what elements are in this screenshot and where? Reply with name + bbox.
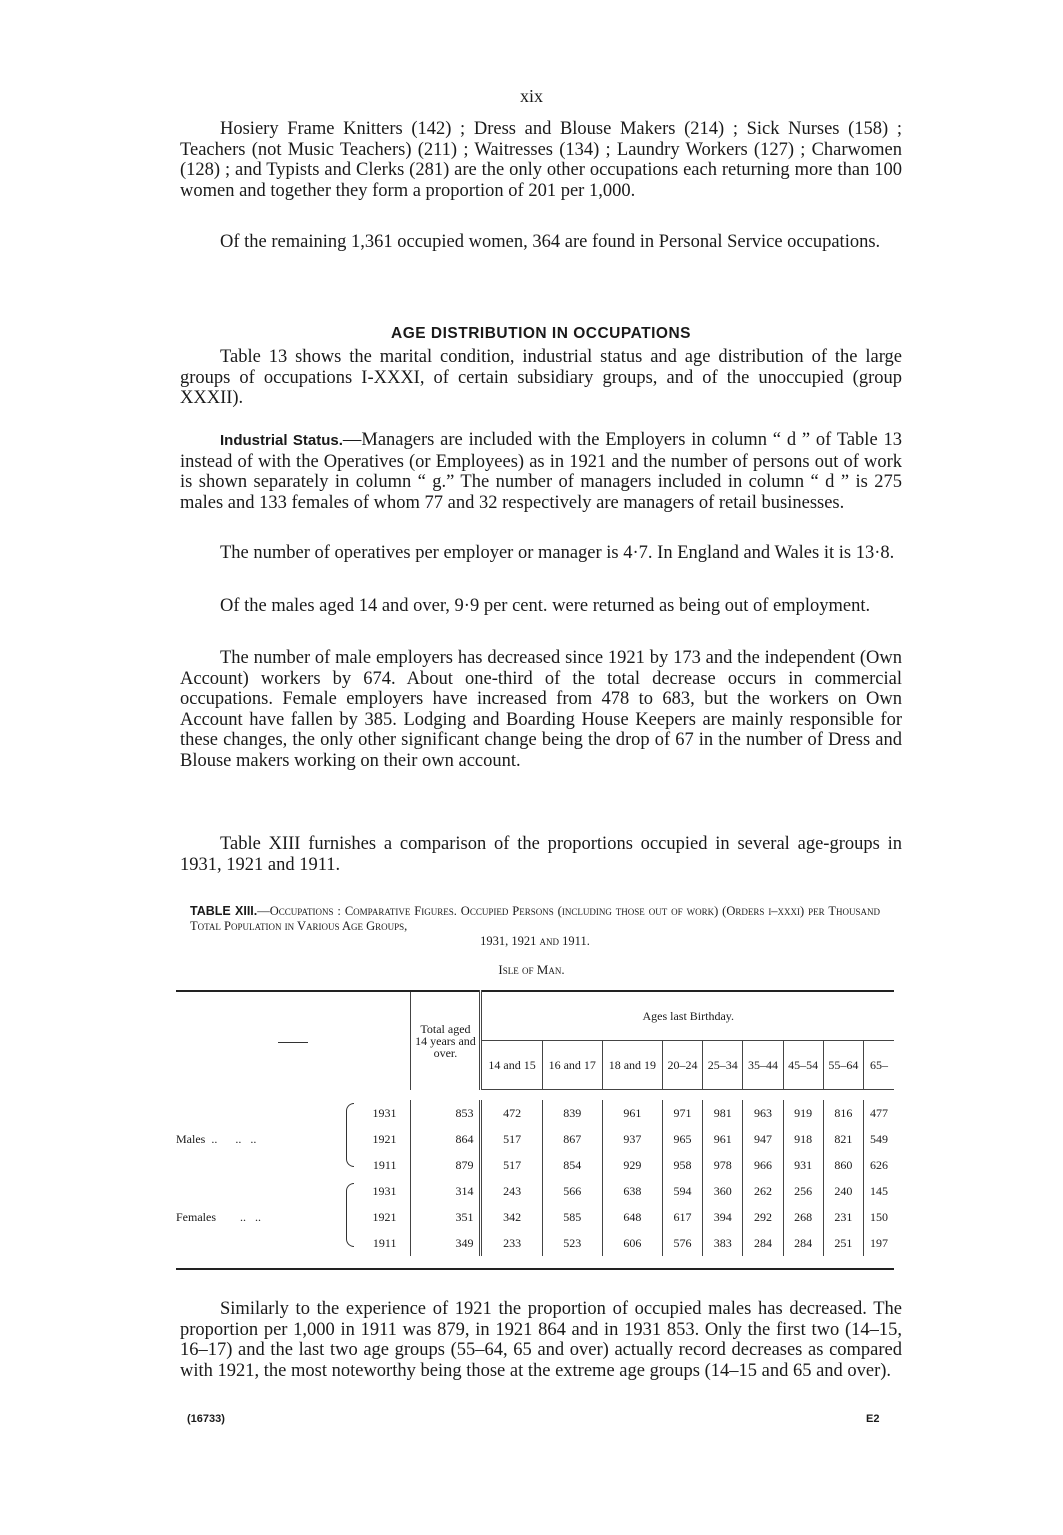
age-cell: 918 (783, 1126, 823, 1152)
age-cell: 292 (743, 1204, 783, 1230)
paragraph-table13: Table 13 shows the marital condition, industrial status and age distribution of the large groups of occupations I-XXXI, of certain subsidiary groups, and of the unoccupied (group XXXII). (180, 347, 902, 408)
age-col-header: 20–24 (662, 1041, 702, 1090)
year-cell: 1921 (372, 1210, 397, 1224)
stub-header-dash (278, 1042, 308, 1043)
age-cell: 839 (542, 1100, 602, 1126)
age-col-header: 16 and 17 (542, 1041, 602, 1090)
group-label-text: Females (176, 1210, 216, 1224)
runin-heading: Industrial Status. (220, 432, 343, 449)
paragraph-industrial-status (180, 430, 902, 513)
total-cell: 864 (411, 1126, 481, 1152)
total-cell: 853 (411, 1100, 481, 1126)
age-cell: 383 (703, 1230, 743, 1256)
age-col-header: 14 and 15 (481, 1041, 542, 1090)
footer-code: (16733) (187, 1413, 225, 1425)
age-cell: 937 (602, 1126, 662, 1152)
age-cell: 594 (662, 1178, 702, 1204)
paragraph-remaining-women: Of the remaining 1,361 occupied women, 364 are found in Personal Service occupations. (220, 232, 881, 252)
stub-header (176, 991, 411, 1090)
footer-signature: E2 (866, 1413, 880, 1425)
age-cell: 963 (743, 1100, 783, 1126)
age-cell: 638 (602, 1178, 662, 1204)
year-cell: 1911 (372, 1236, 397, 1250)
total-header: Total aged 14 years and over. (411, 991, 481, 1090)
paragraph-operatives: The number of operatives per employer or manager is 4·7. In England and Wales it is 13·8. (220, 543, 895, 563)
table-subcaption: Isle of Man. (498, 962, 565, 977)
age-cell: 477 (863, 1100, 894, 1126)
total-cell: 351 (411, 1204, 481, 1230)
paragraph-out-of-employment: Of the males aged 14 and over, 9·9 per cent. were returned as being out of employment. (220, 596, 871, 616)
age-cell: 256 (783, 1178, 823, 1204)
group-label-text: Males (176, 1132, 206, 1146)
age-cell: 648 (602, 1204, 662, 1230)
age-col-header: 65– (863, 1041, 894, 1090)
age-col-header: 45–54 (783, 1041, 823, 1090)
age-cell: 197 (863, 1230, 894, 1256)
table-caption-years: 1931, 1921 and 1911. (480, 934, 590, 948)
females-brace (346, 1183, 354, 1247)
age-cell: 860 (823, 1152, 863, 1178)
age-col-header: 35–44 (743, 1041, 783, 1090)
age-col-header: 18 and 19 (602, 1041, 662, 1090)
age-cell: 626 (863, 1152, 894, 1178)
section-heading: AGE DISTRIBUTION IN OCCUPATIONS (391, 325, 691, 342)
age-col-header: 55–64 (823, 1041, 863, 1090)
age-cell: 394 (703, 1204, 743, 1230)
age-cell: 566 (542, 1178, 602, 1204)
age-cell: 966 (743, 1152, 783, 1178)
spacer-row (176, 1090, 894, 1101)
total-cell: 879 (411, 1152, 481, 1178)
page-number: xix (519, 86, 543, 106)
total-cell: 314 (411, 1178, 481, 1204)
age-cell: 816 (823, 1100, 863, 1126)
age-cell: 919 (783, 1100, 823, 1126)
age-cell: 606 (602, 1230, 662, 1256)
age-cell: 284 (783, 1230, 823, 1256)
age-cell: 284 (743, 1230, 783, 1256)
age-cell: 931 (783, 1152, 823, 1178)
age-cell: 231 (823, 1204, 863, 1230)
paragraph-occupations-women: Hosiery Frame Knitters (142) ; Dress and Blouse Makers (214) ; Sick Nurses (158) ; Teachers (not Music Teachers) (211) ; Waitresses (134) ; Laundry Workers (127) ; Charwomen (128) ; and Typists and Clerks (281) are the only other occupations each returning more than 100 women and together they form a proportion of 201 per 1,000. (180, 119, 902, 201)
age-cell: 576 (662, 1230, 702, 1256)
age-cell: 240 (823, 1178, 863, 1204)
age-cell: 145 (863, 1178, 894, 1204)
age-cell: 821 (823, 1126, 863, 1152)
age-cell: 472 (481, 1100, 542, 1126)
table-caption (190, 904, 880, 949)
table-caption-text: —Occupations : Comparative Figures. Occupied Persons (including those out of work) (Orders i–xxxi) per Thousand Total Population in Various Age Groups, (190, 904, 881, 933)
year-cell: 1911 (372, 1158, 397, 1172)
year-cell: 1931 (372, 1184, 397, 1198)
age-cell: 243 (481, 1178, 542, 1204)
age-col-header: 25–34 (703, 1041, 743, 1090)
paragraph-employers: The number of male employers has decreased since 1921 by 173 and the independent (Own Account) workers by 674. About one-third of the total decrease occurs in commercial occupations. Female employers have increased from 478 to 683, but the workers on Own Account have fallen by 385. Lodging and Boarding House Keepers are mainly responsible for these changes, the only other significant change being the drop of 67 in the number of Dress and Blouse makers working on their own account. (180, 648, 902, 771)
males-brace (346, 1103, 354, 1167)
age-cell: 360 (703, 1178, 743, 1204)
table-row (176, 1100, 894, 1126)
age-cell: 965 (662, 1126, 702, 1152)
age-cell: 981 (703, 1100, 743, 1126)
paragraph-industrial-status-text: —Managers are included with the Employers in column “ d ” of Table 13 instead of with the Operatives (or Employees) as in 1921 and the number of persons out of work is shown separately in column “ g.” The number of managers included in column “ d ” is 275 males and 133 females of whom 77 and 32 respectively are managers of retail businesses. (180, 430, 902, 513)
year-cell: 1931 (372, 1106, 397, 1120)
total-cell: 349 (411, 1230, 481, 1256)
group-label-males: Males .. .. .. (176, 1132, 257, 1146)
age-cell: 961 (703, 1126, 743, 1152)
age-cell: 517 (481, 1152, 542, 1178)
table-caption-lead: TABLE XIII. (190, 904, 258, 918)
year-cell: 1921 (372, 1132, 397, 1146)
occupation-table (176, 990, 894, 1270)
age-cell: 233 (481, 1230, 542, 1256)
paragraph-table-xiii-intro: Table XIII furnishes a comparison of the proportions occupied in several age-groups in 1931, 1921 and 1911. (180, 834, 902, 875)
age-cell: 150 (863, 1204, 894, 1230)
age-cell: 867 (542, 1126, 602, 1152)
age-cell: 268 (783, 1204, 823, 1230)
paragraph-conclusion: Similarly to the experience of 1921 the proportion of occupied males has decreased. The proportion per 1,000 in 1911 was 879, in 1921 864 and in 1931 853. Only the first two (14–15, 16–17) and the last two age groups (55–64, 65 and over) actually record decreases as compared with 1921, the most noteworthy being those at the extreme age groups (14–15 and 65 and over). (180, 1299, 902, 1381)
age-cell: 617 (662, 1204, 702, 1230)
age-cell: 978 (703, 1152, 743, 1178)
age-cell: 961 (602, 1100, 662, 1126)
age-cell: 929 (602, 1152, 662, 1178)
age-cell: 971 (662, 1100, 702, 1126)
group-label-females: Females .. .. (176, 1210, 261, 1224)
age-cell: 854 (542, 1152, 602, 1178)
age-cell: 517 (481, 1126, 542, 1152)
age-cell: 549 (863, 1126, 894, 1152)
spacer-row (176, 1256, 894, 1269)
age-cell: 523 (542, 1230, 602, 1256)
age-cell: 585 (542, 1204, 602, 1230)
ages-header: Ages last Birthday. (481, 991, 894, 1041)
age-cell: 262 (743, 1178, 783, 1204)
age-cell: 251 (823, 1230, 863, 1256)
age-cell: 947 (743, 1126, 783, 1152)
age-cell: 342 (481, 1204, 542, 1230)
table-row (176, 1178, 894, 1204)
age-cell: 958 (662, 1152, 702, 1178)
